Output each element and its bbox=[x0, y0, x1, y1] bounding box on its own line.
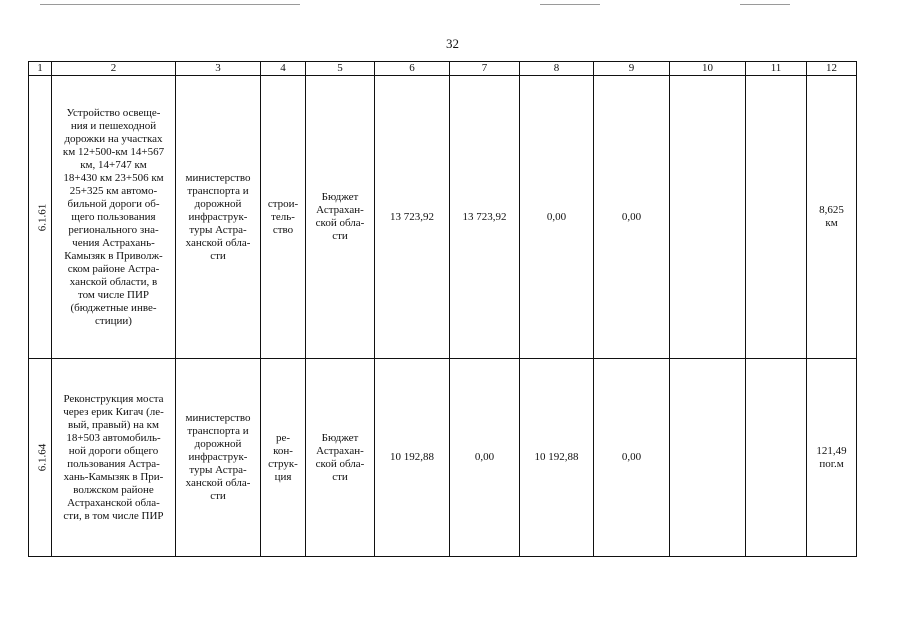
text-line: 121,49 bbox=[816, 444, 847, 457]
value-cell bbox=[670, 76, 746, 359]
text-line: ском районе Астра- bbox=[67, 262, 160, 275]
work-type-cell bbox=[261, 76, 306, 359]
text-line: (бюджетные инве- bbox=[70, 301, 157, 314]
col-header: 7 bbox=[450, 62, 520, 76]
capacity bbox=[807, 204, 856, 230]
text-line: туры Астра- bbox=[189, 223, 247, 236]
text-line: сти bbox=[210, 490, 226, 502]
row-code-cell bbox=[29, 76, 52, 359]
row-code: 6.1.61 bbox=[36, 203, 49, 231]
project-name bbox=[63, 393, 164, 523]
scan-top-line bbox=[40, 4, 300, 5]
col-header: 1 bbox=[29, 62, 52, 76]
value-cell: 13 723,92 bbox=[375, 76, 450, 359]
col-header: 2 bbox=[52, 62, 176, 76]
text-line: сти, в том числе ПИР bbox=[63, 509, 164, 522]
agency bbox=[176, 172, 260, 263]
text-line: ханской области, в bbox=[69, 275, 158, 288]
text-line: ханской обла- bbox=[185, 236, 251, 249]
text-line: транспорта и bbox=[187, 184, 249, 197]
text-line: щего пользования bbox=[71, 210, 156, 223]
table-row bbox=[29, 359, 857, 557]
text-line: через ерик Кигач (ле- bbox=[63, 405, 164, 418]
col-header: 3 bbox=[176, 62, 261, 76]
page-number: 32 bbox=[446, 36, 459, 51]
col-header: 4 bbox=[261, 62, 306, 76]
scan-top-line bbox=[540, 4, 600, 5]
text-line: туры Астра- bbox=[189, 464, 247, 476]
text-line: км bbox=[825, 217, 838, 229]
text-line: сти bbox=[332, 230, 348, 242]
work-type bbox=[261, 198, 305, 237]
scan-top-line bbox=[740, 4, 790, 5]
source-cell bbox=[306, 76, 375, 359]
work-type-cell bbox=[261, 359, 306, 557]
col-header: 11 bbox=[746, 62, 807, 76]
text-line: струк- bbox=[268, 457, 298, 470]
text-line: ство bbox=[272, 223, 294, 236]
value-cell: 0,00 bbox=[450, 359, 520, 557]
capacity-cell bbox=[807, 76, 857, 359]
text-line: строи- bbox=[267, 197, 299, 210]
name-cell bbox=[52, 76, 176, 359]
text-line: ской обла- bbox=[315, 457, 365, 470]
value-cell: 13 723,92 bbox=[450, 76, 520, 359]
text-line: Бюджет bbox=[321, 191, 359, 203]
text-line: ханской обла- bbox=[185, 477, 251, 489]
text-line: том числе ПИР bbox=[77, 288, 150, 301]
funding-source bbox=[306, 432, 374, 484]
text-line: км, 14+747 км bbox=[80, 158, 147, 171]
text-line: министерство bbox=[185, 412, 251, 424]
text-line: 25+325 км автомо- bbox=[69, 184, 158, 197]
text-line: вый, правый) на км bbox=[68, 418, 159, 431]
text-line: транспорта и bbox=[187, 425, 249, 437]
text-line: дорожной bbox=[194, 438, 242, 450]
table-row bbox=[29, 76, 857, 359]
name-cell bbox=[52, 359, 176, 557]
source-cell bbox=[306, 359, 375, 557]
text-line: сти bbox=[332, 470, 348, 483]
text-line: ской обла- bbox=[315, 217, 365, 229]
text-line: ния и пешеходной bbox=[70, 119, 157, 132]
agency-cell bbox=[176, 359, 261, 557]
value-cell: 10 192,88 bbox=[375, 359, 450, 557]
col-header: 8 bbox=[520, 62, 594, 76]
column-number-row bbox=[29, 62, 857, 76]
work-type bbox=[261, 432, 305, 484]
col-header: 12 bbox=[807, 62, 857, 76]
text-line: Астрахан- bbox=[316, 444, 364, 457]
text-line: км 12+500-км 14+567 bbox=[62, 145, 165, 158]
capacity-cell bbox=[807, 359, 857, 557]
text-line: Астрахан- bbox=[316, 204, 364, 216]
text-line: Устройство освеще- bbox=[66, 106, 161, 119]
text-line: Камызяк в Приволж- bbox=[64, 249, 163, 262]
text-line: министерство bbox=[185, 171, 251, 184]
text-line: хань-Камызяк в При- bbox=[63, 470, 164, 483]
text-line: Реконструкция моста bbox=[63, 392, 164, 405]
col-header: 10 bbox=[670, 62, 746, 76]
row-code: 6.1.64 bbox=[36, 443, 49, 472]
value-cell: 0,00 bbox=[594, 359, 670, 557]
text-line: ция bbox=[274, 470, 292, 483]
text-line: стиции) bbox=[95, 314, 132, 327]
text-line: регионального зна- bbox=[68, 223, 159, 236]
text-line: ной дороги общего bbox=[68, 444, 159, 457]
text-line: бильной дороги об- bbox=[67, 197, 160, 210]
text-line: Бюджет bbox=[321, 431, 359, 444]
value-cell bbox=[746, 76, 807, 359]
text-line: инфраструк- bbox=[188, 451, 248, 463]
col-header: 9 bbox=[594, 62, 670, 76]
value-cell bbox=[746, 359, 807, 557]
text-line: кон- bbox=[273, 444, 293, 457]
text-line: ре- bbox=[275, 431, 291, 444]
text-line: дорожки на участках bbox=[64, 132, 163, 145]
value-cell: 0,00 bbox=[520, 76, 594, 359]
value-cell: 0,00 bbox=[594, 76, 670, 359]
value-cell bbox=[670, 359, 746, 557]
col-header: 6 bbox=[375, 62, 450, 76]
text-line: 18+430 км 23+506 км bbox=[63, 171, 164, 184]
text-line: 8,625 bbox=[819, 204, 844, 216]
agency bbox=[176, 412, 260, 503]
budget-table bbox=[28, 61, 857, 557]
text-line: инфраструк- bbox=[188, 210, 248, 223]
col-header: 5 bbox=[306, 62, 375, 76]
project-name bbox=[63, 107, 164, 328]
value-cell: 10 192,88 bbox=[520, 359, 594, 557]
text-line: Астраханской обла- bbox=[67, 496, 160, 509]
agency-cell bbox=[176, 76, 261, 359]
text-line: дорожной bbox=[194, 197, 242, 210]
text-line: сти bbox=[210, 249, 226, 262]
text-line: тель- bbox=[271, 210, 295, 223]
text-line: пользования Астра- bbox=[67, 457, 160, 470]
text-line: волжском районе bbox=[73, 483, 154, 496]
funding-source bbox=[306, 191, 374, 243]
text-line: пог.м bbox=[819, 457, 844, 470]
row-code-cell bbox=[29, 359, 52, 557]
text-line: 18+503 автомобиль- bbox=[66, 431, 161, 444]
capacity bbox=[807, 445, 856, 471]
text-line: чения Астрахань- bbox=[72, 236, 155, 249]
